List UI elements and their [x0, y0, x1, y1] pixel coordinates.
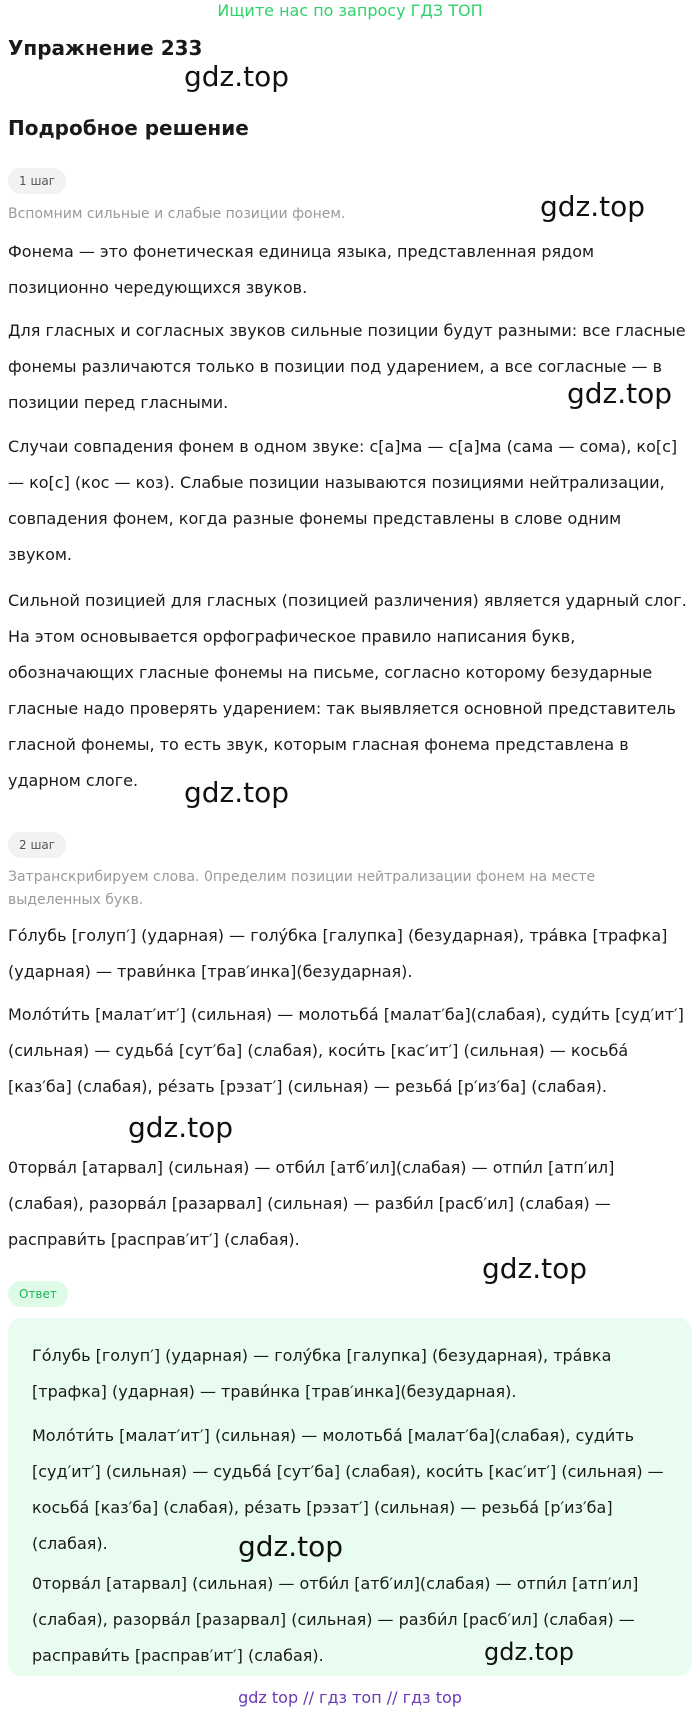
step-2-paragraph-1: Го́лубь [голуп′] (ударная) — голу́бка [галупка] (безударная), тра́вка [трафка] (ударная) — трави́нка [трав′инка](безударная).	[8, 926, 668, 981]
answer-badge: Ответ	[8, 1281, 68, 1307]
step-1-paragraph-4: Сильной позицией для гласных (позицией различения) является ударный слог. На этом основывается орфографическое правило написания букв, обозначающих гласные фонемы на письме, согласно которому безударные гласные надо проверять ударением: так выявляется основной представитель гласной фонемы, то есть звук, которым гласная фонема представлена в ударном слоге.	[8, 591, 687, 790]
step-1-paragraph-3: Случаи совпадения фонем в одном звуке: с[а]ма — с[а]ма (сама — сома), ко[с] — ко[с] (кос — коз). Слабые позиции называются позициями нейтрализации, совпадения фонем, когда разные фонемы представлены в слове одним звуком.	[8, 437, 678, 564]
step-2-paragraph-3: 0торва́л [атарвал] (сильная) — отби́л [атб′ил](слабая) — отпи́л [атп′ил] (слабая), разорва́л [разарвал] (сильная) — разби́л [расб′ил] (слабая) — расправи́ть [расправ′ит′] (слабая).	[8, 1158, 615, 1249]
watermark: gdz.top	[184, 776, 290, 809]
watermark: gdz.top	[238, 1530, 344, 1563]
step-2-badge: 2 шаг	[8, 832, 66, 858]
step-1-paragraph-2: Для гласных и согласных звуков сильные позиции будут разными: все гласные фонемы различаются только в позиции под ударением, а все согласные — в позиции перед гласными.	[8, 321, 686, 412]
watermark: gdz.top	[482, 1252, 588, 1285]
watermark: gdz.top	[484, 1638, 575, 1666]
watermark: gdz.top	[567, 377, 673, 410]
search-hint-banner: Ищите нас по запросу ГДЗ ТОП	[217, 1, 483, 20]
step-1-note: Вспомним сильные и слабые позиции фонем.	[8, 206, 346, 222]
step-2-paragraph-2: Моло́ти́ть [малат′ит′] (сильная) — молотьба́ [малат′ба](слабая), суди́ть [суд′ит′] (сильная) — судьба́ [сут′ба] (слабая), коси́ть [кас′ит′] (сильная) — косьба́ [каз′ба] (слабая), ре́зать [рэзат′] (сильная) — резьба́ [р′из′ба] (слабая).	[8, 1005, 684, 1096]
watermark: gdz.top	[540, 190, 646, 223]
section-title: Подробное решение	[8, 116, 249, 140]
step-1-paragraph-1: Фонема — это фонетическая единица языка, представленная рядом позиционно чередующихся звуков.	[8, 242, 595, 297]
footer-links[interactable]: gdz top // гдз топ // гдз top	[238, 1688, 462, 1707]
answer-box	[8, 1318, 692, 1676]
page-title: Упражнение 233	[8, 36, 203, 60]
step-2-note: Затранскрибируем слова. 0пределим позиции нейтрализации фонем на месте выделенных букв.	[8, 869, 596, 908]
watermark: gdz.top	[184, 60, 290, 93]
answer-paragraph-1: Го́лубь [голуп′] (ударная) — голу́бка [галупка] (безударная), тра́вка [трафка] (ударная) — трави́нка [трав′инка](безударная).	[32, 1346, 612, 1401]
watermark: gdz.top	[128, 1111, 234, 1144]
step-1-badge: 1 шаг	[8, 168, 66, 194]
answer-paragraph-2: Моло́ти́ть [малат′ит′] (сильная) — молотьба́ [малат′ба](слабая), суди́ть [суд′ит′] (сильная) — судьба́ [сут′ба] (слабая), коси́ть [кас′ит′] (сильная) — косьба́ [каз′ба] (слабая), ре́зать [рэзат′] (сильная) — резьба́ [р′из′ба] (слабая).	[32, 1426, 664, 1553]
answer-paragraph-3: 0торва́л [атарвал] (сильная) — отби́л [атб′ил](слабая) — отпи́л [атп′ил] (слабая), разорва́л [разарвал] (сильная) — разби́л [расб′ил] (слабая) — расправи́ть [расправ′ит′] (слабая).	[32, 1574, 639, 1665]
